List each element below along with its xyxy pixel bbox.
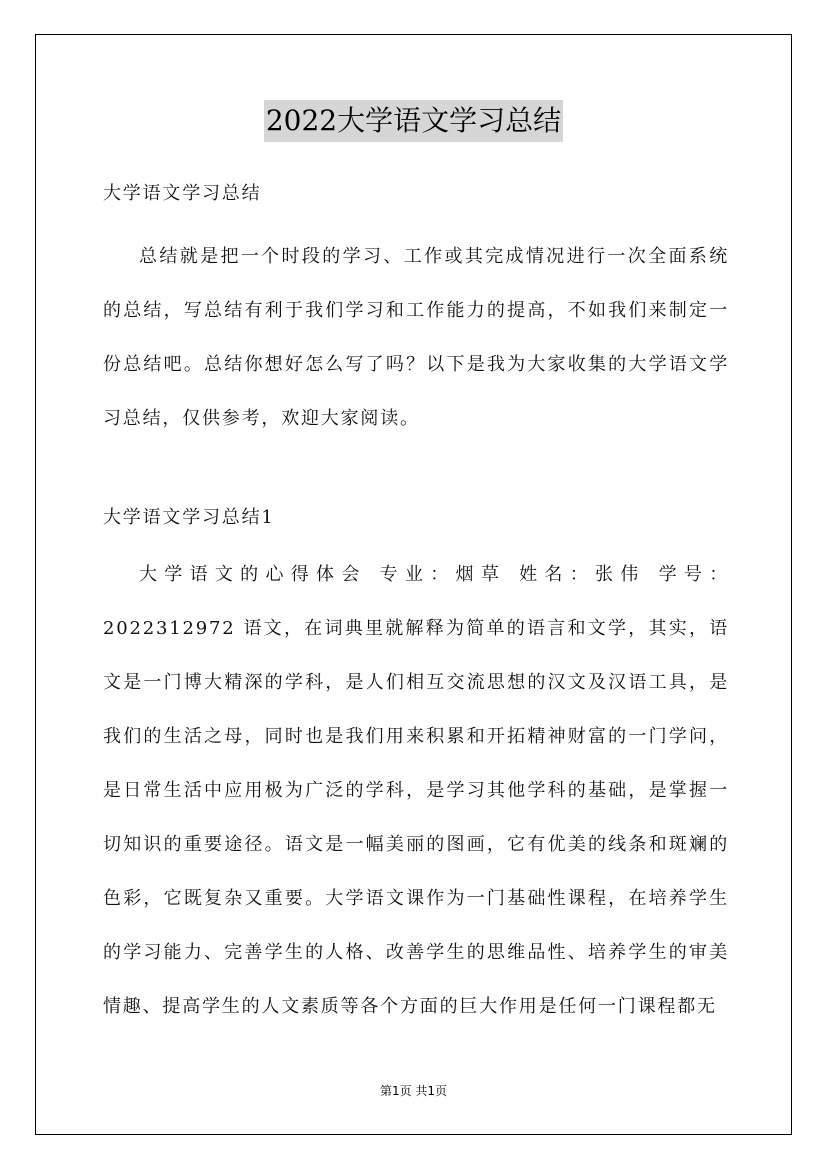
section-gap [103,446,729,500]
document-body [103,176,729,1034]
document-title: 2022大学语文学习总结 [264,100,563,142]
section-heading: 大学语文学习总结1 [103,507,275,528]
page-footer: 第1页 共1页 [379,1084,448,1098]
section-paragraph: 大学语文的心得体会 专业：烟草 姓名：张伟 学号：2022312972 语文，在词典里就解释为简单的语言和文学，其实，语文是一门博大精深的学科，是人们相互交流思想的汉文及汉语工具，是我们的生活之母，同时也是我们用来积累和开拓精神财富的一门学问，是日常生活中应用极为广泛的学科，是学习其他学科的基础，是掌握一切知识的重要途径。语文是一幅美丽的图画，它有优美的线条和斑斓的色彩，它既复杂又重要。大学语文课作为一门基础性课程，在培养学生的学习能力、完善学生的人格、改善学生的思维品性、培养学生的审美情趣、提高学生的人文素质等各个方面的巨大作用是任何一门课程都无 [103,564,729,1017]
intro-paragraph: 总结就是把一个时段的学习、工作或其完成情况进行一次全面系统的总结，写总结有利于我们学习和工作能力的提高，不如我们来制定一份总结吧。总结你想好怎么写了吗？以下是我为大家收集的大学语文学习总结，仅供参考，欢迎大家阅读。 [103,246,729,429]
document-subtitle: 大学语文学习总结 [103,183,262,204]
title-container [0,100,827,142]
